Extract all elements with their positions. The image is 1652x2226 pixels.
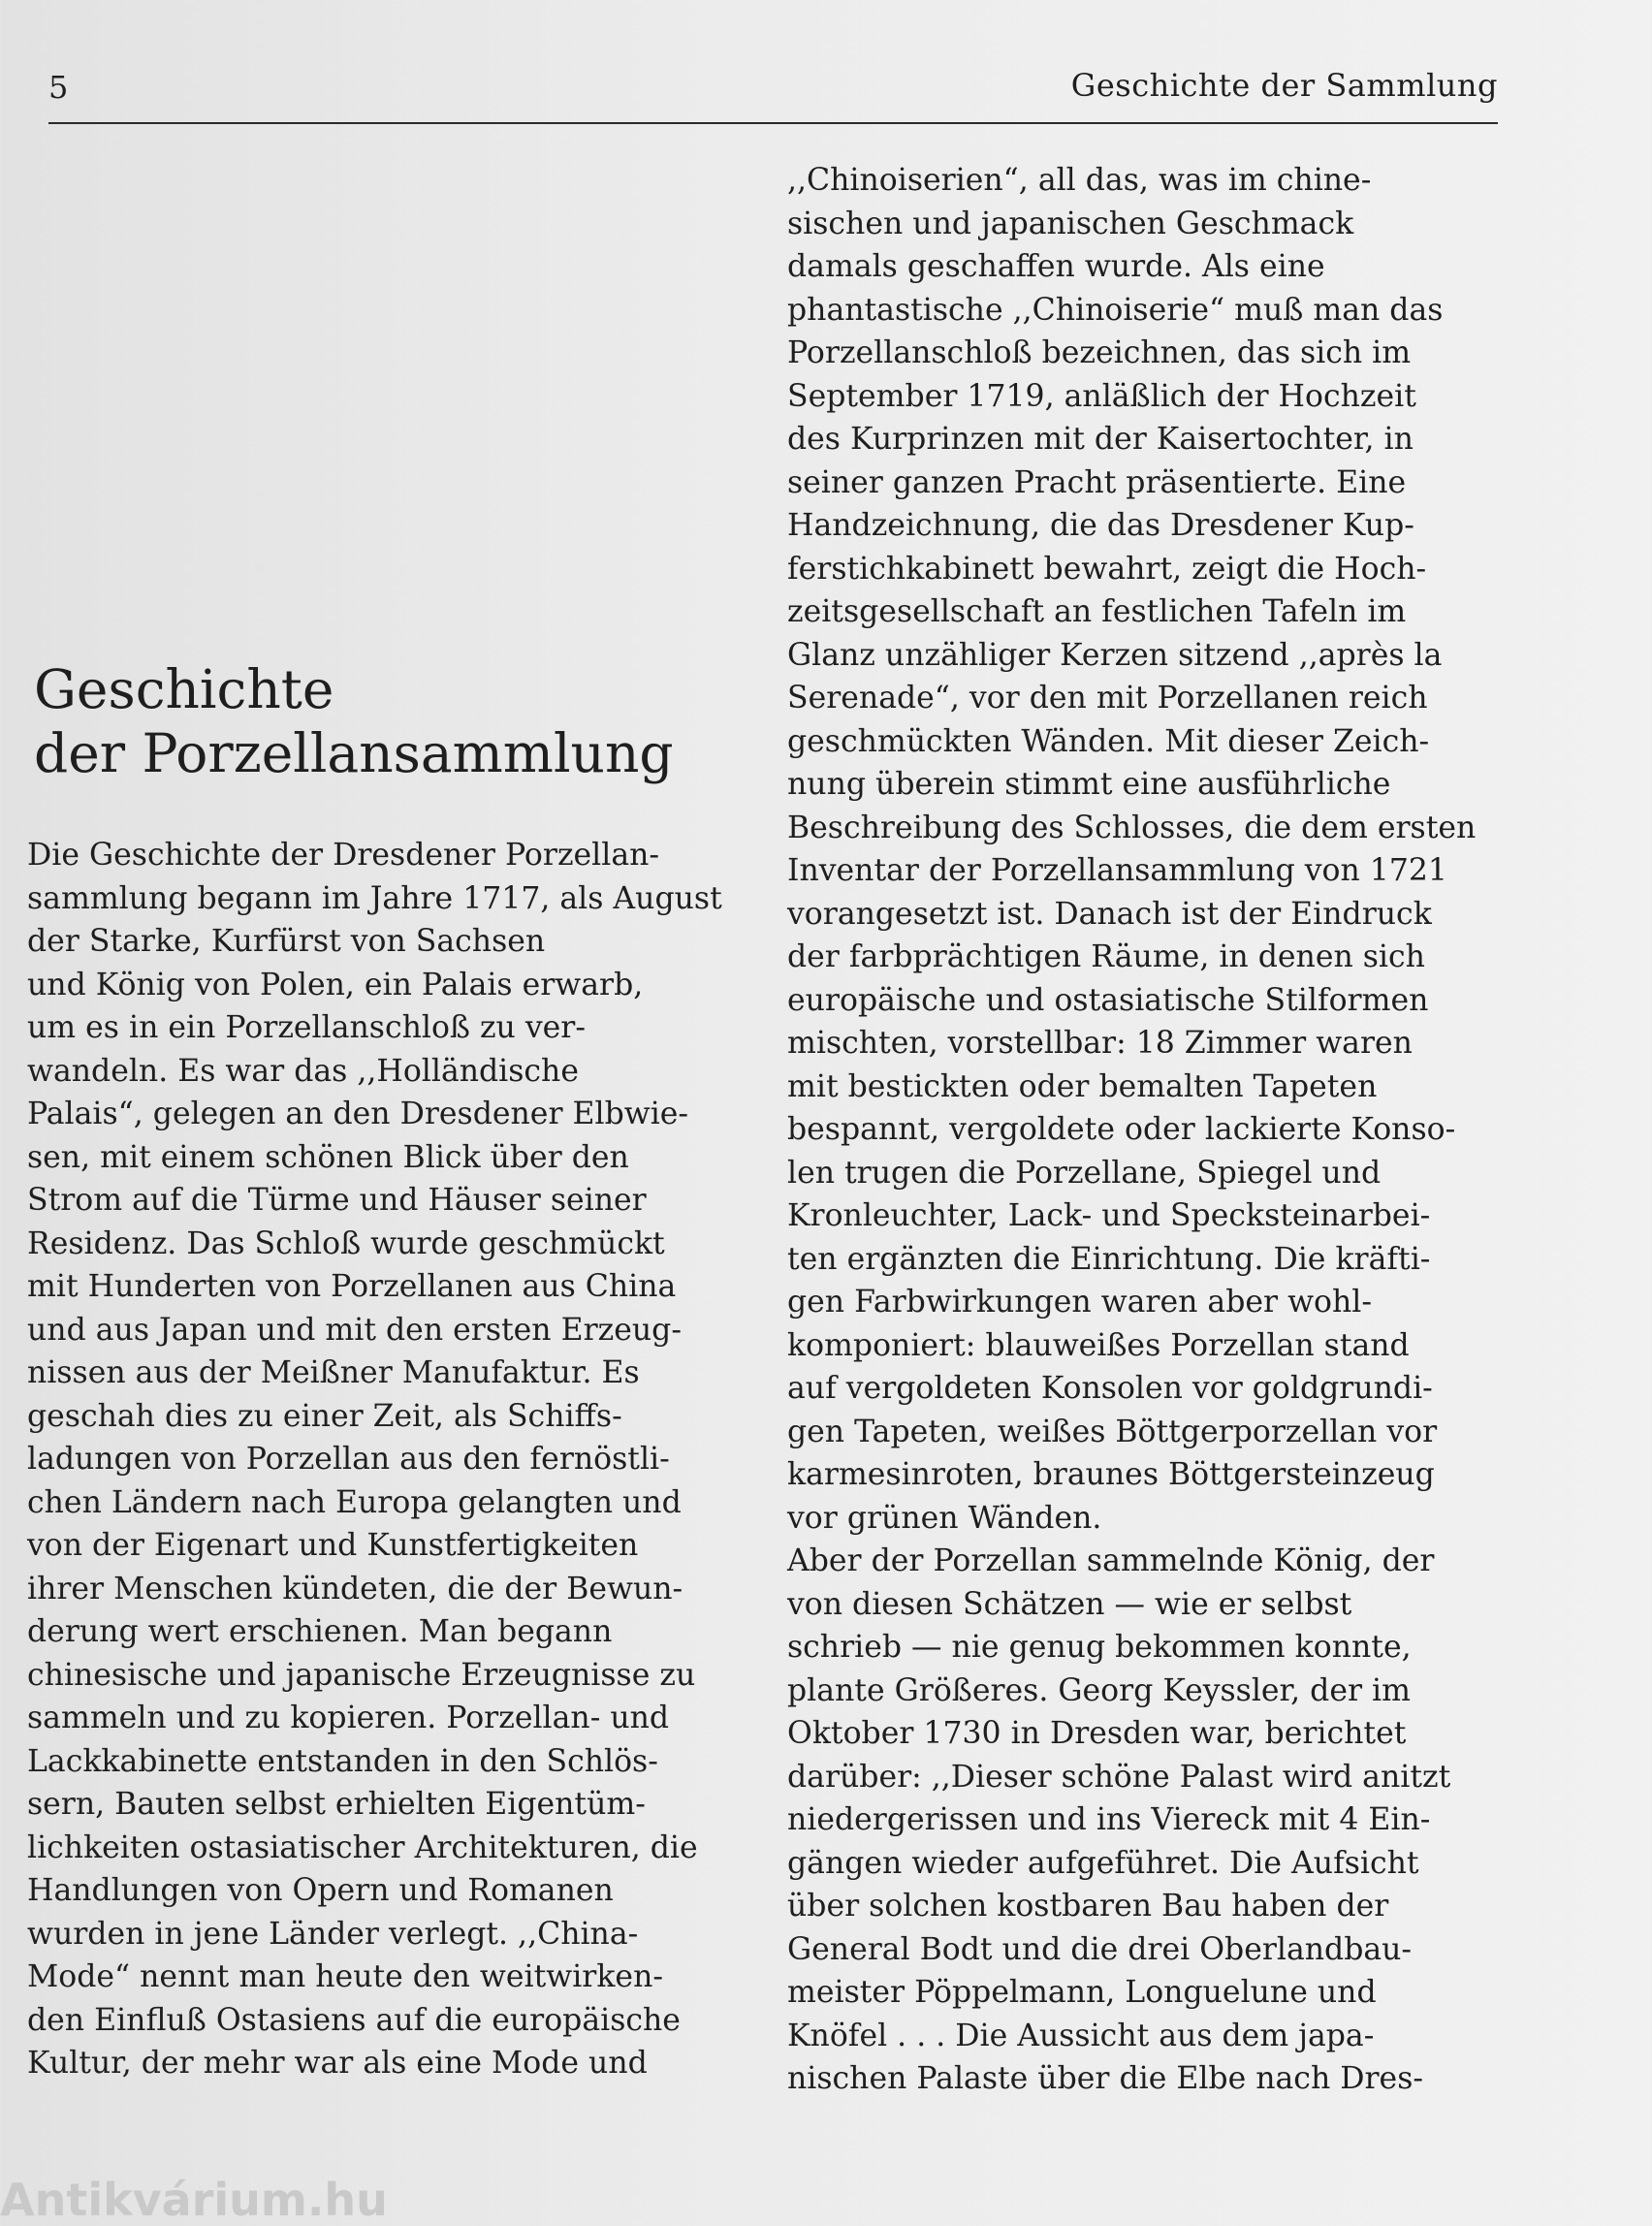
text-line: um es in ein Porzellanschloß zu ver-: [27, 1010, 586, 1045]
running-title: Geschichte der Sammlung: [1070, 67, 1498, 104]
text-line: lichkeiten ostasiatischer Architekturen, die: [27, 1829, 698, 1865]
text-line: und aus Japan und mit den ersten Erzeug-: [27, 1312, 682, 1348]
text-line: ten ergänzten die Einrichtung. Die kräfti-: [787, 1241, 1431, 1277]
text-line: phantastische ,,Chinoiserie“ muß man das: [787, 292, 1444, 328]
text-line: des Kurprinzen mit der Kaisertochter, in: [787, 422, 1414, 457]
text-line: Knöfel . . . Die Aussicht aus dem japa-: [787, 2018, 1375, 2053]
text-line: sammlung begann im Jahre 1717, als August: [27, 880, 722, 916]
text-line: Die Geschichte der Dresdener Porzellan-: [27, 838, 660, 873]
text-line: gängen wieder aufgeführet. Die Aufsicht: [787, 1845, 1419, 1881]
text-line: chinesische und japanische Erzeugnisse zu: [27, 1657, 696, 1693]
text-line: niedergerissen und ins Viereck mit 4 Ein-: [787, 1802, 1431, 1837]
text-line: wurden in jene Länder verlegt. ,,China-: [27, 1916, 639, 1952]
text-line: damals geschaffen wurde. Als eine: [787, 249, 1325, 284]
text-line: geschah dies zu einer Zeit, als Schiffs-: [27, 1398, 622, 1434]
text-line: ihrer Menschen kündeten, die der Bewun-: [27, 1571, 683, 1606]
watermark: Antikvárium.hu: [0, 2174, 388, 2226]
text-line: Glanz unzähliger Kerzen sitzend ,,après la: [787, 637, 1443, 673]
text-line: mit bestickten oder bemalten Tapeten: [787, 1068, 1378, 1104]
text-line: Serenade“, vor den mit Porzellanen reich: [787, 681, 1428, 716]
chapter-heading-line-2: der Porzellansammlung: [34, 722, 674, 784]
text-line: ,,Chinoiserien“, all das, was im chine-: [787, 163, 1372, 198]
text-line: mit Hunderten von Porzellanen aus China: [27, 1269, 677, 1304]
text-line: meister Pöppelmann, Longuelune und: [787, 1975, 1377, 2010]
text-line: Kultur, der mehr war als eine Mode und: [27, 2046, 648, 2081]
text-line: derung wert erschienen. Man begann: [27, 1614, 613, 1649]
text-line: Porzellanschloß bezeichnen, das sich im: [787, 335, 1412, 370]
text-line: der Starke, Kurfürst von Sachsen: [27, 924, 546, 959]
page-number: 5: [48, 69, 69, 106]
text-line: nissen aus der Meißner Manufaktur. Es: [27, 1355, 640, 1390]
text-line: bespannt, vergoldete oder lackierte Konso-: [787, 1112, 1456, 1147]
text-line: komponiert: blauweißes Porzellan stand: [787, 1327, 1410, 1363]
text-line: auf vergoldeten Konsolen vor goldgrundi-: [787, 1371, 1433, 1406]
text-line: chen Ländern nach Europa gelangten und: [27, 1484, 682, 1520]
text-line: Aber der Porzellan sammelnde König, der: [787, 1543, 1435, 1578]
text-line: den Einfluß Ostasiens auf die europäische: [27, 2002, 681, 2038]
text-line: über solchen kostbaren Bau haben der: [787, 1889, 1389, 1924]
text-line: gen Tapeten, weißes Böttgerporzellan vor: [787, 1414, 1438, 1449]
text-line: Kronleuchter, Lack- und Specksteinarbei-: [787, 1198, 1431, 1233]
text-line: sischen und japanischen Geschmack: [787, 206, 1354, 241]
text-line: vor grünen Wänden.: [787, 1500, 1102, 1536]
text-line: sen, mit einem schönen Blick über den: [27, 1139, 629, 1175]
text-line: Beschreibung des Schlosses, die dem ersten: [787, 810, 1477, 845]
page-header: [48, 62, 1498, 124]
text-line: gen Farbwirkungen waren aber wohl-: [787, 1285, 1373, 1320]
text-line: len trugen die Porzellane, Spiegel und: [787, 1155, 1382, 1191]
text-line: Oktober 1730 in Dresden war, berichtet: [787, 1716, 1407, 1751]
text-line: Handzeichnung, die das Dresdener Kup-: [787, 508, 1414, 543]
text-line: plante Größeres. Georg Keyssler, der im: [787, 1672, 1411, 1708]
text-line: ferstichkabinett bewahrt, zeigt die Hoch-: [787, 551, 1427, 587]
text-line: nischen Palaste über die Elbe nach Dres-: [787, 2061, 1424, 2096]
text-line: vorangesetzt ist. Danach ist der Eindruck: [787, 896, 1432, 932]
text-line: von der Eigenart und Kunstfertigkeiten: [27, 1528, 639, 1563]
right-text-column: [787, 159, 1524, 2101]
text-line: seiner ganzen Pracht präsentierte. Eine: [787, 464, 1407, 500]
text-line: nung überein stimmt eine ausführliche: [787, 767, 1391, 802]
text-line: geschmückten Wänden. Mit dieser Zeich-: [787, 723, 1430, 759]
text-line: Inventar der Porzellansammlung von 1721: [787, 853, 1447, 888]
chapter-heading-line-1: Geschichte: [34, 658, 334, 720]
text-line: Residenz. Das Schloß wurde geschmückt: [27, 1225, 665, 1261]
text-line: sammeln und zu kopieren. Porzellan- und: [27, 1701, 670, 1735]
text-line: Mode“ nennt man heute den weitwirken-: [27, 1959, 663, 1994]
text-line: schrieb — nie genug bekommen konnte,: [787, 1630, 1412, 1665]
text-line: ladungen von Porzellan aus den fernöstli-: [27, 1442, 670, 1477]
text-line: karmesinroten, braunes Böttgersteinzeug: [787, 1457, 1435, 1492]
text-line: Strom auf die Türme und Häuser seiner: [27, 1183, 647, 1218]
text-line: September 1719, anläßlich der Hochzeit: [787, 378, 1416, 414]
text-line: Lackkabinette entstanden in den Schlös-: [27, 1743, 658, 1779]
chapter-heading: [34, 657, 674, 785]
text-line: wandeln. Es war das ,,Holländische: [27, 1053, 579, 1089]
text-line: darüber: ,,Dieser schöne Palast wird anitzt: [787, 1759, 1451, 1795]
left-text-column: [27, 834, 774, 2085]
text-line: europäische und ostasiatische Stilformen: [787, 982, 1429, 1018]
text-line: Handlungen von Opern und Romanen: [27, 1873, 614, 1908]
text-line: zeitsgesellschaft an festlichen Tafeln im: [787, 594, 1407, 629]
text-line: General Bodt und die drei Oberlandbau-: [787, 1931, 1413, 1967]
text-line: sern, Bauten selbst erhielten Eigentüm-: [27, 1787, 646, 1822]
text-line: und König von Polen, ein Palais erwarb,: [27, 967, 644, 1002]
text-line: Palais“, gelegen an den Dresdener Elbwie-: [27, 1097, 689, 1131]
text-line: mischten, vorstellbar: 18 Zimmer waren: [787, 1026, 1413, 1061]
text-line: der farbprächtigen Räume, in denen sich: [787, 939, 1425, 974]
text-line: von diesen Schätzen — wie er selbst: [787, 1586, 1352, 1622]
